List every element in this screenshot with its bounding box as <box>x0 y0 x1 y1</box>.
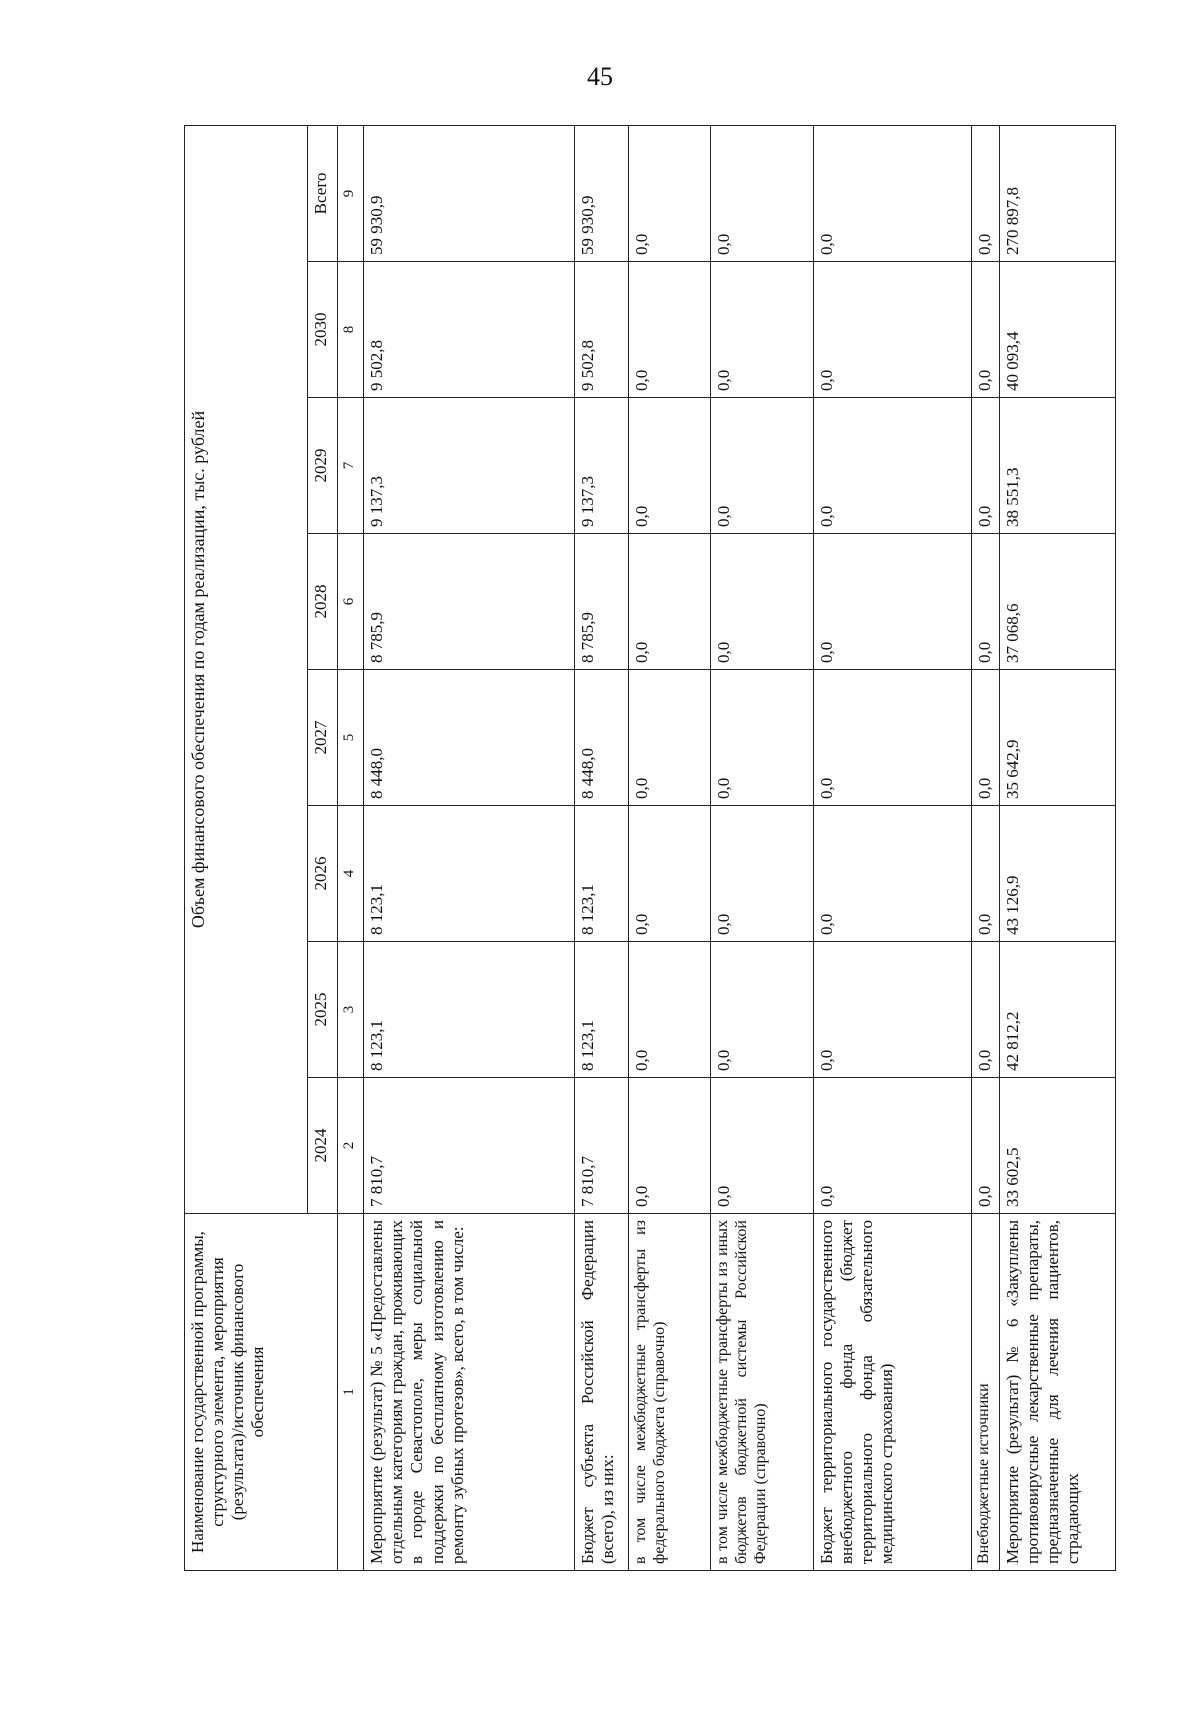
table-row <box>711 125 814 1570</box>
value-cell: 0,0 <box>711 942 814 1078</box>
year-header: 2025 <box>307 942 337 1078</box>
value-cell: 8 123,1 <box>574 806 629 942</box>
budget-table-frame <box>184 126 1116 1571</box>
column-number: 6 <box>338 534 364 670</box>
value-cell: 0,0 <box>814 262 972 398</box>
value-cell: 0,0 <box>711 398 814 534</box>
value-cell: 0,0 <box>629 534 711 670</box>
value-cell: 7 810,7 <box>364 1078 574 1214</box>
value-cell: 270 897,8 <box>1000 125 1116 261</box>
value-cell: 9 137,3 <box>364 398 574 534</box>
value-cell: 35 642,9 <box>1000 670 1116 806</box>
year-header: 2028 <box>307 534 337 670</box>
value-cell: 0,0 <box>971 942 999 1078</box>
value-cell: 0,0 <box>711 534 814 670</box>
value-cell: 9 502,8 <box>364 262 574 398</box>
value-cell: 9 137,3 <box>574 398 629 534</box>
header-name-cell: Наименование государственной программы, структурного элемента, мероприятия (результата)/источник финансового обеспечения <box>185 1214 338 1571</box>
value-cell: 0,0 <box>629 125 711 261</box>
column-number: 3 <box>338 942 364 1078</box>
value-cell: 0,0 <box>814 942 972 1078</box>
value-cell: 0,0 <box>629 806 711 942</box>
value-cell: 7 810,7 <box>574 1078 629 1214</box>
value-cell: 8 448,0 <box>574 670 629 806</box>
value-cell: 0,0 <box>629 942 711 1078</box>
value-cell: 0,0 <box>971 125 999 261</box>
table-row <box>629 125 711 1570</box>
column-number-row <box>338 125 364 1570</box>
value-cell: 8 448,0 <box>364 670 574 806</box>
value-cell: 0,0 <box>971 262 999 398</box>
value-cell: 0,0 <box>629 670 711 806</box>
row-label: в том числе межбюджетные трансферты из федерального бюджета (справочно) <box>629 1214 711 1571</box>
column-number: 8 <box>338 262 364 398</box>
value-cell: 8 123,1 <box>574 942 629 1078</box>
column-number: 7 <box>338 398 364 534</box>
value-cell: 0,0 <box>711 806 814 942</box>
value-cell: 0,0 <box>814 534 972 670</box>
table-row <box>364 125 574 1570</box>
budget-table <box>184 125 1116 1571</box>
value-cell: 0,0 <box>814 398 972 534</box>
table-row <box>574 125 629 1570</box>
value-cell: 0,0 <box>814 806 972 942</box>
value-cell: 43 126,9 <box>1000 806 1116 942</box>
value-cell: 0,0 <box>814 670 972 806</box>
value-cell: 0,0 <box>814 1078 972 1214</box>
page-number: 45 <box>587 62 613 91</box>
value-cell: 0,0 <box>711 125 814 261</box>
row-label: Мероприятие (результат) № 5 «Предоставлены отдельным категориям граждан, проживающих в городе Севастополе, меры социальной поддержки по бесплатному изготовлению и ремонту зубных протезов», всего, в том числе: <box>364 1214 574 1571</box>
row-label: Бюджет субъекта Российской Федерации (всего), из них: <box>574 1214 629 1571</box>
value-cell: 33 602,5 <box>1000 1078 1116 1214</box>
value-cell: 8 123,1 <box>364 942 574 1078</box>
value-cell: 0,0 <box>629 262 711 398</box>
value-cell: 37 068,6 <box>1000 534 1116 670</box>
value-cell: 59 930,9 <box>364 125 574 261</box>
value-cell: 8 785,9 <box>574 534 629 670</box>
year-header: 2024 <box>307 1078 337 1214</box>
value-cell: 38 551,3 <box>1000 398 1116 534</box>
value-cell: 9 502,8 <box>574 262 629 398</box>
column-number: 9 <box>338 125 364 261</box>
value-cell: 0,0 <box>629 1078 711 1214</box>
value-cell: 0,0 <box>711 670 814 806</box>
value-cell: 0,0 <box>814 125 972 261</box>
year-header: 2026 <box>307 806 337 942</box>
value-cell: 59 930,9 <box>574 125 629 261</box>
header-volume-cell: Объем финансового обеспечения по годам реализации, тыс. рублей <box>185 125 308 1213</box>
value-cell: 0,0 <box>971 534 999 670</box>
value-cell: 0,0 <box>971 1078 999 1214</box>
total-header: Всего <box>307 125 337 261</box>
row-label: в том числе межбюджетные трансферты из иных бюджетов бюджетной системы Российской Федерации (справочно) <box>711 1214 814 1571</box>
table-row <box>1000 125 1116 1570</box>
value-cell: 8 785,9 <box>364 534 574 670</box>
value-cell: 42 812,2 <box>1000 942 1116 1078</box>
year-header: 2030 <box>307 262 337 398</box>
column-number: 4 <box>338 806 364 942</box>
column-number: 1 <box>338 1214 364 1571</box>
year-header: 2027 <box>307 670 337 806</box>
value-cell: 0,0 <box>711 262 814 398</box>
value-cell: 40 093,4 <box>1000 262 1116 398</box>
table-row <box>971 125 999 1570</box>
value-cell: 8 123,1 <box>364 806 574 942</box>
row-label: Мероприятие (результат) № 6 «Закуплены противовирусные лекарственные препараты, предназначенные для лечения пациентов, страдающих <box>1000 1214 1116 1571</box>
value-cell: 0,0 <box>971 670 999 806</box>
column-number: 2 <box>338 1078 364 1214</box>
row-label: Бюджет территориального государственного внебюджетного фонда (бюджет территориального фонда обязательного медицинского страхования) <box>814 1214 972 1571</box>
column-number: 5 <box>338 670 364 806</box>
year-header: 2029 <box>307 398 337 534</box>
table-row <box>814 125 972 1570</box>
value-cell: 0,0 <box>971 806 999 942</box>
row-label: Внебюджетные источники <box>971 1214 999 1571</box>
value-cell: 0,0 <box>629 398 711 534</box>
value-cell: 0,0 <box>711 1078 814 1214</box>
value-cell: 0,0 <box>971 398 999 534</box>
